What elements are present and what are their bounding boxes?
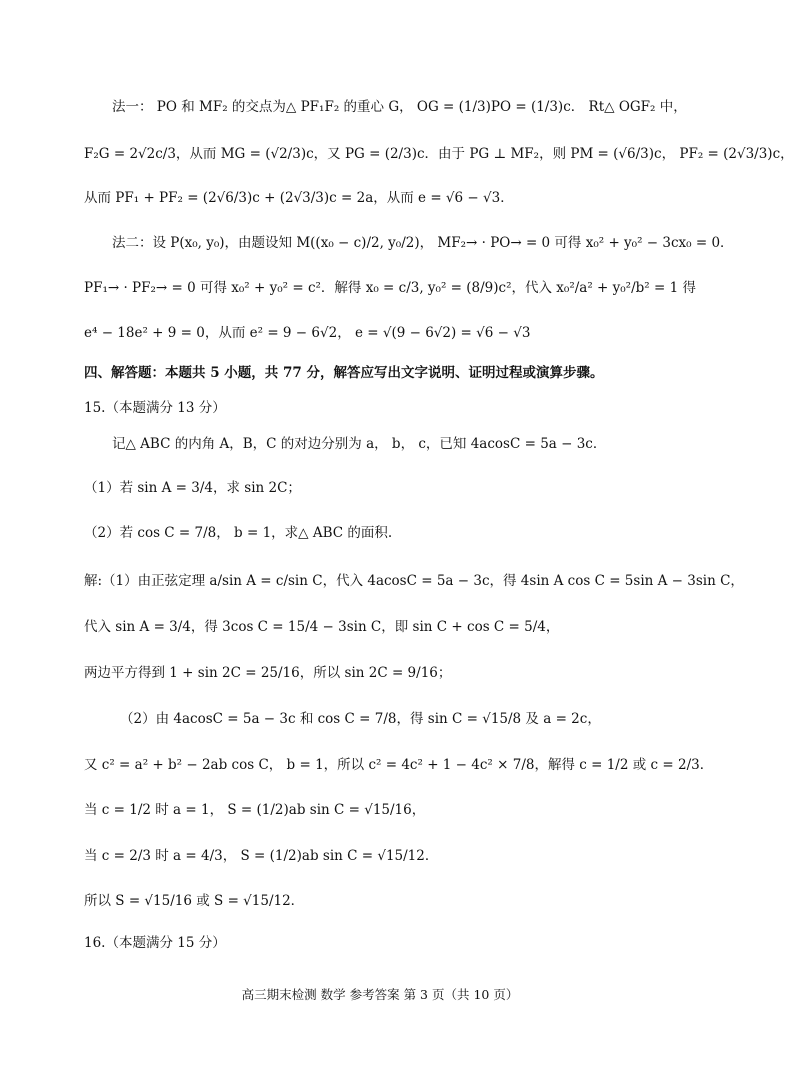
problem-15-header: 15.（本题满分 13 分） [84,400,226,416]
solution-line-1: 解:（1）由正弦定理 a/sin A = c/sin C，代入 4acosC = 5a − 3c，得 4sin A cos C = 5sin A − 3sin C， [84,573,744,589]
problem-15-stem: 记△ ABC 的内角 A，B，C 的对边分别为 a， b， c，已知 4acosC = 5a − 3c． [112,436,607,452]
method-two-line-1: 法二：设 P(x₀, y₀)，由题设知 M((x₀ − c)/2, y₀/2)， MF₂→ · PO→ = 0 可得 x₀² + y₀² − 3cx₀ = 0． [112,235,734,251]
problem-16-header: 16.（本题满分 15 分） [84,935,226,951]
method-one-line-3: 从而 PF₁ + PF₂ = (2√6/3)c + (2√3/3)c = 2a，从而 e = √6 − √3． [84,190,514,206]
solution-line-3: 两边平方得到 1 + sin 2C = 25/16，所以 sin 2C = 9/16； [84,665,452,681]
problem-15-part-1: （1）若 sin A = 3/4，求 sin 2C； [84,480,301,496]
method-one-line-2: F₂G = 2√2c/3，从而 MG = (√2/3)c，又 PG = (2/3)c．由于 PG ⊥ MF₂，则 PM = (√6/3)c， PF₂ = (2√3/3)c， [84,146,794,162]
solution-line-6: 当 c = 1/2 时 a = 1， S = (1/2)ab sin C = √15/16， [84,802,426,818]
solution-line-2: 代入 sin A = 3/4，得 3cos C = 15/4 − 3sin C，即 sin C + cos C = 5/4， [84,619,560,635]
method-one-line-1: 法一： PO 和 MF₂ 的交点为△ PF₁F₂ 的重心 G， OG = (1/3)PO = (1/3)c． Rt△ OGF₂ 中， [112,99,687,115]
method-two-line-2: PF₁→ · PF₂→ = 0 可得 x₀² + y₀² = c²．解得 x₀ = c/3, y₀² = (8/9)c²，代入 x₀²/a² + y₀²/b² = 1 得 [84,280,696,296]
problem-15-part-2: （2）若 cos C = 7/8， b = 1，求△ ABC 的面积. [84,525,393,541]
page-footer: 高三期末检测 数学 参考答案 第 3 页（共 10 页） [241,987,519,1002]
solution-line-5: 又 c² = a² + b² − 2ab cos C， b = 1，所以 c² = 4c² + 1 − 4c² × 7/8，解得 c = 1/2 或 c = 2/3． [84,757,714,773]
solution-line-8: 所以 S = √15/16 或 S = √15/12． [84,893,305,909]
section-heading: 四、解答题：本题共 5 小题，共 77 分，解答应写出文字说明、证明过程或演算步骤。 [84,365,604,381]
method-two-line-3: e⁴ − 18e² + 9 = 0，从而 e² = 9 − 6√2， e = √(9 − 6√2) = √6 − √3 [84,325,531,341]
solution-line-7: 当 c = 2/3 时 a = 4/3， S = (1/2)ab sin C = √15/12． [84,848,439,864]
solution-line-4: （2）由 4acosC = 5a − 3c 和 cos C = 7/8，得 sin C = √15/8 及 a = 2c， [120,711,601,727]
